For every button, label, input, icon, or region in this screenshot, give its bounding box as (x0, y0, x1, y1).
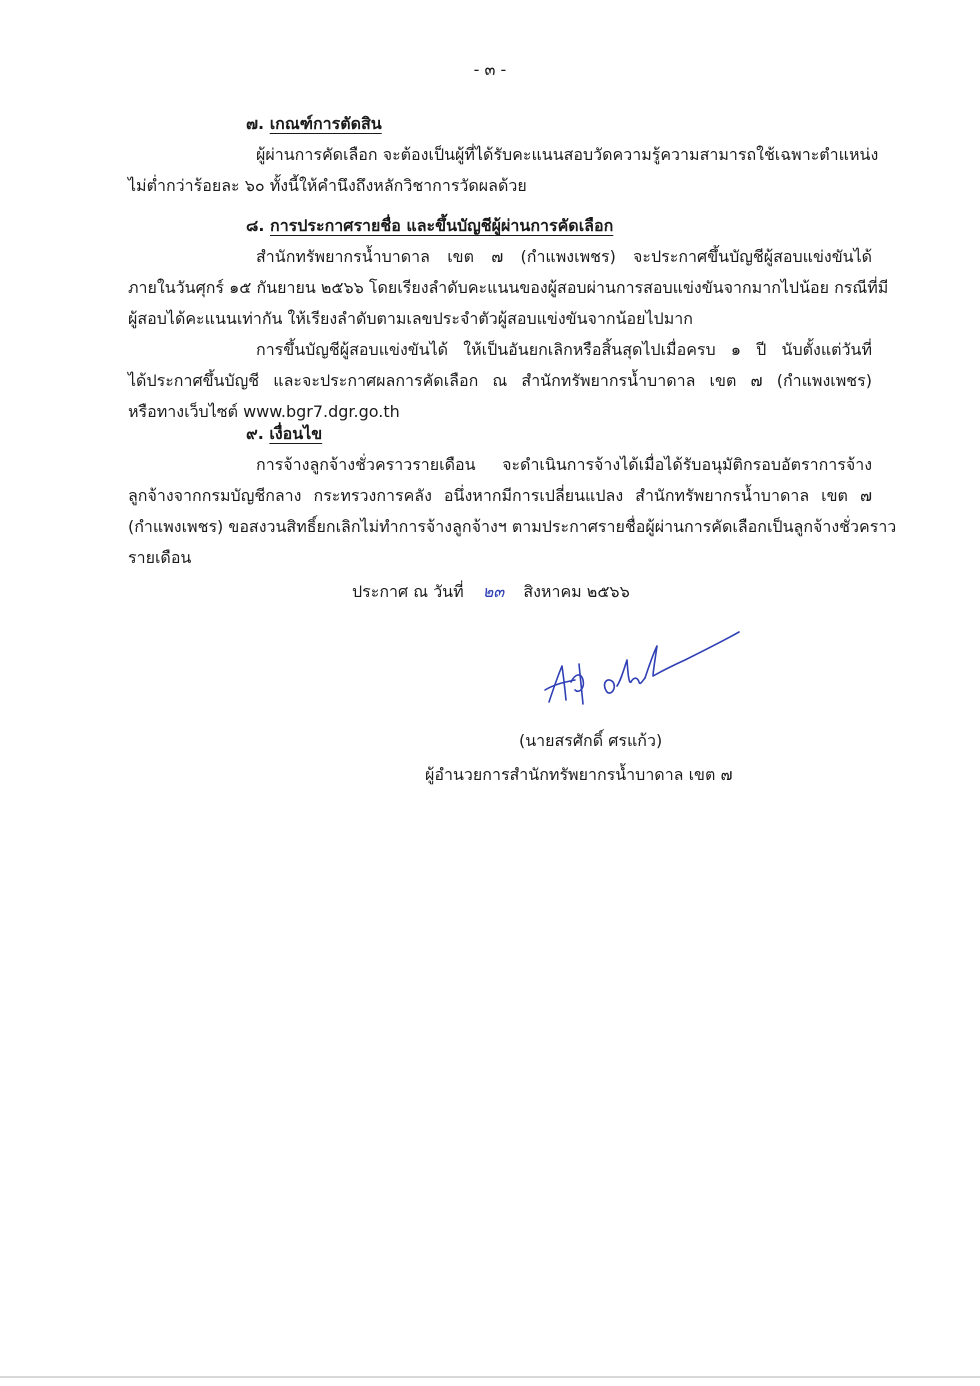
section-heading (246, 418, 872, 449)
body-line: ผู้สอบได้คะแนนเท่ากัน ให้เรียงลำดับตามเลขประจำตัวผู้สอบแข่งขันจากน้อยไปมาก (128, 309, 693, 328)
section-heading (246, 210, 872, 241)
page-number: - ๓ - (473, 60, 507, 79)
page-edge-divider (0, 1376, 980, 1378)
section-conditions (128, 418, 897, 573)
section-number: ๗. (246, 114, 265, 133)
section-heading (246, 108, 872, 139)
body-line: ภายในวันศุกร์ ๑๕ กันยายน ๒๕๖๖ โดยเรียงลำดับคะแนนของผู้สอบผ่านการสอบแข่งขันจากมากไปน้อย กรณีที่มี (128, 278, 889, 297)
announcement-prefix: ประกาศ ณ วันที่ (352, 582, 464, 601)
body-line: การจ้างลูกจ้างชั่วคราวรายเดือน จะดำเนินการจ้างได้เมื่อได้รับอนุมัติกรอบอัตราการจ้าง (256, 455, 872, 474)
section-title: การประกาศรายชื่อ และขึ้นบัญชีผู้ผ่านการคัดเลือก (270, 216, 614, 235)
signature-image (535, 620, 745, 710)
body-line: ไม่ต่ำกว่าร้อยละ ๖๐ ทั้งนี้ให้คำนึงถึงหลักวิชาการวัดผลด้วย (128, 176, 527, 195)
body-line: หรือทางเว็บไซต์ www.bgr7.dgr.go.th (128, 402, 400, 421)
announcement-date (352, 580, 630, 604)
signer-name: (นายสรศักดิ์ ศรแก้ว) (519, 731, 663, 750)
body-line: การขึ้นบัญชีผู้สอบแข่งขันได้ ให้เป็นอันยกเลิกหรือสิ้นสุดไปเมื่อครบ ๑ ปี นับตั้งแต่วันที่ (256, 340, 872, 359)
body-line: ได้ประกาศขึ้นบัญชี และจะประกาศผลการคัดเลือก ณ สำนักทรัพยากรน้ำบาดาล เขต ๗ (กำแพงเพชร) (128, 371, 872, 390)
section-number: ๙. (246, 424, 264, 443)
body-line: ผู้ผ่านการคัดเลือก จะต้องเป็นผู้ที่ได้รับคะแนนสอบวัดความรู้ความสามารถใช้เฉพาะตำแหน่ง (256, 145, 879, 164)
signer-title: ผู้อำนวยการสำนักทรัพยากรน้ำบาดาล เขต ๗ (425, 765, 733, 784)
section-title: เกณฑ์การตัดสิน (269, 114, 382, 133)
section-title: เงื่อนไข (269, 424, 323, 443)
body-line: รายเดือน (128, 548, 192, 567)
section-number: ๘. (246, 216, 265, 235)
section-criteria (128, 108, 879, 201)
body-line: สำนักทรัพยากรน้ำบาดาล เขต ๗ (กำแพงเพชร) จะประกาศขึ้นบัญชีผู้สอบแข่งขันได้ (256, 247, 872, 266)
section-announcement (128, 210, 889, 427)
announcement-month-year: สิงหาคม ๒๕๖๖ (523, 582, 630, 601)
body-line: ลูกจ้างจากกรมบัญชีกลาง กระทรวงการคลัง อนึ่งหากมีการเปลี่ยนแปลง สำนักทรัพยากรน้ำบาดาล เขต ๗ (128, 486, 872, 505)
body-line: (กำแพงเพชร) ขอสงวนสิทธิ์ยกเลิกไม่ทำการจ้างลูกจ้างฯ ตามประกาศรายชื่อผู้ผ่านการคัดเลือกเป็นลูกจ้างชั่วคราว (128, 517, 897, 536)
announcement-day: ๒๓ (482, 582, 505, 601)
